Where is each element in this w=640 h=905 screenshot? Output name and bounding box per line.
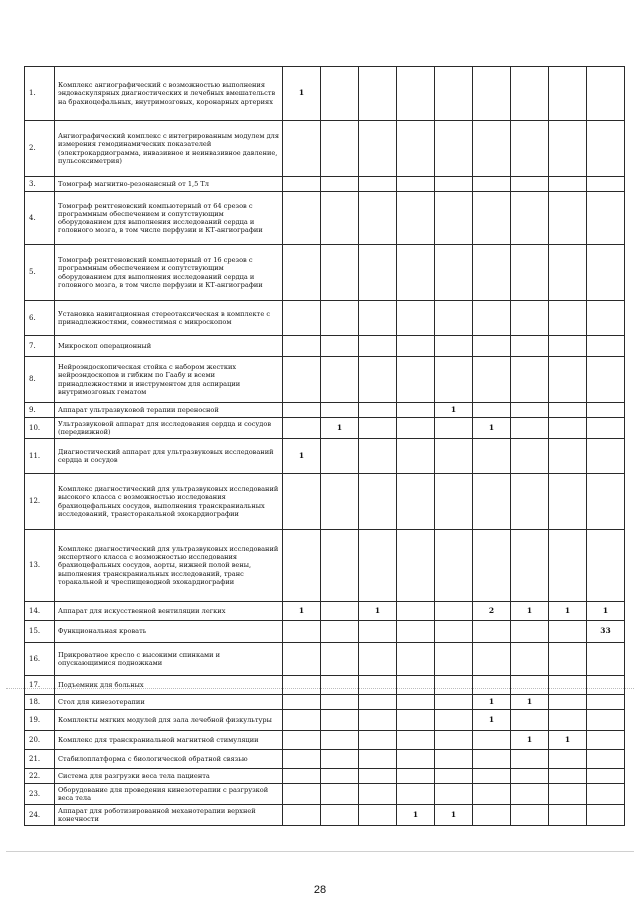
quantity-cell bbox=[511, 710, 549, 731]
quantity-cell bbox=[587, 403, 625, 418]
equipment-name: Система для разгрузки веса тела пациента bbox=[55, 769, 283, 784]
table-row bbox=[25, 192, 625, 245]
quantity-cell bbox=[397, 67, 435, 121]
quantity-cell bbox=[511, 474, 549, 530]
quantity-cell bbox=[321, 710, 359, 731]
row-number: 19. bbox=[25, 710, 55, 731]
table-row bbox=[25, 530, 625, 602]
quantity-cell bbox=[473, 784, 511, 805]
quantity-cell bbox=[473, 357, 511, 403]
row-number: 8. bbox=[25, 357, 55, 403]
quantity-cell bbox=[283, 245, 321, 301]
quantity-cell bbox=[283, 192, 321, 245]
quantity-cell bbox=[587, 418, 625, 439]
quantity-cell bbox=[587, 750, 625, 769]
quantity-cell bbox=[359, 301, 397, 336]
quantity-cell bbox=[397, 602, 435, 621]
row-number: 6. bbox=[25, 301, 55, 336]
table-row bbox=[25, 474, 625, 530]
quantity-cell: 1 bbox=[473, 695, 511, 710]
quantity-cell bbox=[283, 710, 321, 731]
table-row bbox=[25, 245, 625, 301]
quantity-cell: 1 bbox=[435, 805, 473, 826]
quantity-cell bbox=[397, 731, 435, 750]
table-row bbox=[25, 676, 625, 695]
quantity-cell bbox=[473, 530, 511, 602]
quantity-cell bbox=[549, 439, 587, 474]
quantity-cell bbox=[283, 301, 321, 336]
quantity-cell bbox=[321, 177, 359, 192]
quantity-cell bbox=[549, 643, 587, 676]
quantity-cell bbox=[587, 474, 625, 530]
equipment-name: Аппарат для искусственной вентиляции легких bbox=[55, 602, 283, 621]
quantity-cell bbox=[587, 192, 625, 245]
quantity-cell bbox=[397, 769, 435, 784]
quantity-cell bbox=[359, 710, 397, 731]
table-row bbox=[25, 710, 625, 731]
quantity-cell bbox=[511, 439, 549, 474]
quantity-cell bbox=[321, 67, 359, 121]
quantity-cell: 1 bbox=[397, 805, 435, 826]
table-row bbox=[25, 731, 625, 750]
equipment-name: Аппарат для роботизированной механотерапии верхней конечности bbox=[55, 805, 283, 826]
quantity-cell bbox=[283, 336, 321, 357]
quantity-cell bbox=[473, 301, 511, 336]
quantity-cell: 1 bbox=[283, 67, 321, 121]
quantity-cell bbox=[283, 177, 321, 192]
quantity-cell: 1 bbox=[435, 403, 473, 418]
table-row bbox=[25, 67, 625, 121]
row-number: 7. bbox=[25, 336, 55, 357]
quantity-cell bbox=[397, 403, 435, 418]
quantity-cell: 1 bbox=[473, 710, 511, 731]
quantity-cell bbox=[587, 710, 625, 731]
equipment-name: Прикроватное кресло с высокими спинками и опускающимися подножками bbox=[55, 643, 283, 676]
quantity-cell bbox=[397, 621, 435, 643]
quantity-cell bbox=[321, 439, 359, 474]
quantity-cell bbox=[359, 621, 397, 643]
quantity-cell bbox=[511, 301, 549, 336]
quantity-cell bbox=[435, 67, 473, 121]
quantity-cell bbox=[397, 192, 435, 245]
equipment-name: Ультразвуковой аппарат для исследования сердца и сосудов (передвижной) bbox=[55, 418, 283, 439]
row-number: 22. bbox=[25, 769, 55, 784]
quantity-cell bbox=[511, 177, 549, 192]
quantity-cell: 2 bbox=[473, 602, 511, 621]
quantity-cell bbox=[549, 177, 587, 192]
row-number: 9. bbox=[25, 403, 55, 418]
scan-line bbox=[6, 851, 634, 852]
quantity-cell bbox=[397, 245, 435, 301]
quantity-cell bbox=[321, 621, 359, 643]
row-number: 20. bbox=[25, 731, 55, 750]
equipment-name: Ангиографический комплекс с интегрированным модулем для измерения гемодинамических показателей (электрокардиограмма, инвазивное и неинвазивное давление, пульсоксиметрия) bbox=[55, 121, 283, 177]
table-row bbox=[25, 805, 625, 826]
quantity-cell bbox=[435, 474, 473, 530]
quantity-cell bbox=[435, 357, 473, 403]
row-number: 13. bbox=[25, 530, 55, 602]
quantity-cell: 1 bbox=[473, 418, 511, 439]
row-number: 1. bbox=[25, 67, 55, 121]
quantity-cell bbox=[473, 731, 511, 750]
table-row bbox=[25, 121, 625, 177]
equipment-name: Комплекс ангиографический с возможностью выполнения эндоваскулярных диагностических и лечебных вмешательств на брахиоцефальных, внутримозговых, коронарных артериях bbox=[55, 67, 283, 121]
quantity-cell bbox=[359, 750, 397, 769]
quantity-cell bbox=[283, 403, 321, 418]
quantity-cell bbox=[321, 301, 359, 336]
quantity-cell bbox=[473, 245, 511, 301]
row-number: 18. bbox=[25, 695, 55, 710]
row-number: 4. bbox=[25, 192, 55, 245]
quantity-cell bbox=[549, 769, 587, 784]
quantity-cell bbox=[549, 474, 587, 530]
quantity-cell bbox=[587, 121, 625, 177]
quantity-cell bbox=[359, 530, 397, 602]
quantity-cell bbox=[511, 530, 549, 602]
quantity-cell bbox=[397, 530, 435, 602]
quantity-cell bbox=[435, 121, 473, 177]
equipment-name: Комплекс диагностический для ультразвуковых исследований экспертного класса с возможностью исследования брахиоцефальных сосудов, аорты, нижней полой вены, выполнения транскраниальных исследований, транс торакальной и чреспищеводной эхокардиографии bbox=[55, 530, 283, 602]
quantity-cell bbox=[549, 784, 587, 805]
quantity-cell bbox=[435, 245, 473, 301]
quantity-cell bbox=[587, 643, 625, 676]
table-row bbox=[25, 418, 625, 439]
quantity-cell bbox=[587, 301, 625, 336]
quantity-cell: 1 bbox=[511, 602, 549, 621]
quantity-cell bbox=[473, 121, 511, 177]
quantity-cell bbox=[435, 602, 473, 621]
quantity-cell bbox=[321, 602, 359, 621]
quantity-cell bbox=[473, 67, 511, 121]
quantity-cell bbox=[473, 621, 511, 643]
quantity-cell bbox=[283, 695, 321, 710]
equipment-name: Аппарат ультразвуковой терапии переносной bbox=[55, 403, 283, 418]
equipment-name: Томограф рентгеновский компьютерный от 16 срезов с программным обеспечением и сопутствующим оборудованием для выполнения исследований сердца и головного мозга, в том числе перфузии и КТ-ангиографии bbox=[55, 245, 283, 301]
quantity-cell bbox=[511, 336, 549, 357]
quantity-cell bbox=[397, 301, 435, 336]
page-number: 28 bbox=[313, 884, 327, 896]
quantity-cell bbox=[283, 357, 321, 403]
scan-dotted-line bbox=[6, 688, 634, 689]
equipment-name: Диагностический аппарат для ультразвуковых исследований сердца и сосудов bbox=[55, 439, 283, 474]
equipment-name: Стабилоплатформа с биологической обратной связью bbox=[55, 750, 283, 769]
quantity-cell bbox=[321, 474, 359, 530]
quantity-cell bbox=[359, 474, 397, 530]
quantity-cell bbox=[549, 418, 587, 439]
quantity-cell bbox=[435, 769, 473, 784]
quantity-cell bbox=[359, 357, 397, 403]
quantity-cell bbox=[359, 403, 397, 418]
equipment-name: Комплекс для транскраниальной магнитной стимуляции bbox=[55, 731, 283, 750]
quantity-cell bbox=[511, 643, 549, 676]
row-number: 24. bbox=[25, 805, 55, 826]
row-number: 15. bbox=[25, 621, 55, 643]
quantity-cell bbox=[587, 177, 625, 192]
quantity-cell: 1 bbox=[549, 731, 587, 750]
quantity-cell: 1 bbox=[511, 731, 549, 750]
quantity-cell bbox=[587, 784, 625, 805]
quantity-cell bbox=[321, 403, 359, 418]
quantity-cell bbox=[549, 336, 587, 357]
quantity-cell bbox=[397, 336, 435, 357]
equipment-name: Подъемник для больных bbox=[55, 676, 283, 695]
quantity-cell bbox=[435, 695, 473, 710]
quantity-cell bbox=[511, 121, 549, 177]
quantity-cell bbox=[587, 357, 625, 403]
quantity-cell bbox=[511, 192, 549, 245]
row-number: 17. bbox=[25, 676, 55, 695]
quantity-cell bbox=[511, 403, 549, 418]
equipment-name: Комплекс диагностический для ультразвуковых исследований высокого класса с возможностью исследования брахиоцефальных сосудов, выполнения транскраниальных исследований, трансторакальной эхокардиографии bbox=[55, 474, 283, 530]
quantity-cell: 1 bbox=[321, 418, 359, 439]
quantity-cell bbox=[473, 750, 511, 769]
quantity-cell bbox=[321, 769, 359, 784]
quantity-cell bbox=[359, 784, 397, 805]
row-number: 11. bbox=[25, 439, 55, 474]
quantity-cell bbox=[321, 731, 359, 750]
quantity-cell bbox=[359, 643, 397, 676]
equipment-name: Томограф рентгеновский компьютерный от 64 срезов с программным обеспечением и сопутствующим оборудованием для выполнения исследований сердца и головного мозга, в том числе перфузии и КТ-ангиографии bbox=[55, 192, 283, 245]
table-row bbox=[25, 750, 625, 769]
quantity-cell bbox=[397, 439, 435, 474]
quantity-cell bbox=[587, 530, 625, 602]
quantity-cell bbox=[549, 67, 587, 121]
quantity-cell bbox=[283, 121, 321, 177]
quantity-cell: 1 bbox=[359, 602, 397, 621]
quantity-cell bbox=[435, 710, 473, 731]
equipment-table bbox=[24, 66, 625, 826]
quantity-cell bbox=[473, 643, 511, 676]
quantity-cell bbox=[511, 676, 549, 695]
table-row bbox=[25, 695, 625, 710]
quantity-cell bbox=[435, 731, 473, 750]
quantity-cell bbox=[587, 731, 625, 750]
row-number: 5. bbox=[25, 245, 55, 301]
quantity-cell bbox=[511, 418, 549, 439]
quantity-cell bbox=[283, 530, 321, 602]
quantity-cell bbox=[283, 769, 321, 784]
quantity-cell bbox=[359, 418, 397, 439]
quantity-cell bbox=[397, 676, 435, 695]
quantity-cell bbox=[283, 731, 321, 750]
quantity-cell bbox=[587, 695, 625, 710]
quantity-cell bbox=[283, 805, 321, 826]
table-row bbox=[25, 336, 625, 357]
quantity-cell bbox=[435, 621, 473, 643]
quantity-cell bbox=[321, 530, 359, 602]
table-row bbox=[25, 621, 625, 643]
quantity-cell bbox=[397, 177, 435, 192]
quantity-cell bbox=[321, 336, 359, 357]
quantity-cell bbox=[397, 474, 435, 530]
quantity-cell bbox=[321, 121, 359, 177]
quantity-cell bbox=[397, 784, 435, 805]
quantity-cell bbox=[435, 418, 473, 439]
quantity-cell bbox=[359, 336, 397, 357]
quantity-cell bbox=[435, 750, 473, 769]
quantity-cell bbox=[549, 695, 587, 710]
quantity-cell bbox=[473, 474, 511, 530]
quantity-cell bbox=[549, 121, 587, 177]
quantity-cell bbox=[435, 336, 473, 357]
quantity-cell bbox=[359, 695, 397, 710]
table-row bbox=[25, 177, 625, 192]
equipment-name: Оборудование для проведения кинезотерапии с разгрузкой веса тела bbox=[55, 784, 283, 805]
quantity-cell bbox=[321, 695, 359, 710]
quantity-cell bbox=[473, 439, 511, 474]
quantity-cell bbox=[511, 67, 549, 121]
quantity-cell bbox=[473, 676, 511, 695]
quantity-cell bbox=[549, 710, 587, 731]
quantity-cell bbox=[549, 621, 587, 643]
row-number: 21. bbox=[25, 750, 55, 769]
equipment-name: Томограф магнитно-резонансный от 1,5 Тл bbox=[55, 177, 283, 192]
quantity-cell bbox=[283, 750, 321, 769]
quantity-cell bbox=[511, 245, 549, 301]
quantity-cell bbox=[549, 192, 587, 245]
quantity-cell bbox=[283, 784, 321, 805]
quantity-cell bbox=[397, 750, 435, 769]
table-row bbox=[25, 403, 625, 418]
quantity-cell bbox=[549, 676, 587, 695]
quantity-cell: 1 bbox=[283, 439, 321, 474]
quantity-cell bbox=[435, 643, 473, 676]
quantity-cell bbox=[397, 643, 435, 676]
row-number: 16. bbox=[25, 643, 55, 676]
quantity-cell bbox=[549, 750, 587, 769]
quantity-cell bbox=[473, 177, 511, 192]
quantity-cell bbox=[321, 245, 359, 301]
table-row bbox=[25, 301, 625, 336]
table-row bbox=[25, 602, 625, 621]
quantity-cell bbox=[511, 621, 549, 643]
row-number: 10. bbox=[25, 418, 55, 439]
quantity-cell bbox=[511, 357, 549, 403]
quantity-cell bbox=[587, 245, 625, 301]
quantity-cell bbox=[359, 769, 397, 784]
quantity-cell bbox=[435, 192, 473, 245]
quantity-cell bbox=[397, 357, 435, 403]
table-row bbox=[25, 784, 625, 805]
quantity-cell bbox=[283, 474, 321, 530]
equipment-name: Стол для кинезотерапии bbox=[55, 695, 283, 710]
quantity-cell bbox=[549, 403, 587, 418]
row-number: 12. bbox=[25, 474, 55, 530]
equipment-name: Установка навигационная стереотаксическая в комплекте с принадлежностями, совместимая с микроскопом bbox=[55, 301, 283, 336]
row-number: 3. bbox=[25, 177, 55, 192]
quantity-cell bbox=[435, 530, 473, 602]
quantity-cell bbox=[397, 710, 435, 731]
quantity-cell bbox=[549, 245, 587, 301]
quantity-cell: 1 bbox=[549, 602, 587, 621]
quantity-cell: 33 bbox=[587, 621, 625, 643]
quantity-cell bbox=[473, 192, 511, 245]
equipment-name: Нейроэндоскопическая стойка с набором жестких нейроэндоскопов и гибким по Гаабу и всеми принадлежностями и инструментом для аспирации внутримозговых гематом bbox=[55, 357, 283, 403]
equipment-name: Микроскоп операционный bbox=[55, 336, 283, 357]
quantity-cell bbox=[549, 357, 587, 403]
quantity-cell bbox=[473, 769, 511, 784]
quantity-cell bbox=[321, 192, 359, 245]
quantity-cell bbox=[321, 784, 359, 805]
quantity-cell bbox=[359, 676, 397, 695]
quantity-cell bbox=[587, 336, 625, 357]
quantity-cell bbox=[587, 439, 625, 474]
table-row bbox=[25, 357, 625, 403]
quantity-cell bbox=[321, 643, 359, 676]
quantity-cell bbox=[283, 621, 321, 643]
quantity-cell bbox=[359, 805, 397, 826]
quantity-cell: 1 bbox=[283, 602, 321, 621]
quantity-cell bbox=[321, 805, 359, 826]
quantity-cell bbox=[359, 245, 397, 301]
quantity-cell bbox=[435, 439, 473, 474]
quantity-cell bbox=[359, 731, 397, 750]
quantity-cell bbox=[397, 695, 435, 710]
row-number: 14. bbox=[25, 602, 55, 621]
quantity-cell: 1 bbox=[587, 602, 625, 621]
quantity-cell bbox=[587, 67, 625, 121]
table-row bbox=[25, 643, 625, 676]
quantity-cell bbox=[321, 676, 359, 695]
equipment-name: Функциональная кровать bbox=[55, 621, 283, 643]
row-number: 23. bbox=[25, 784, 55, 805]
quantity-cell bbox=[359, 192, 397, 245]
quantity-cell bbox=[359, 121, 397, 177]
quantity-cell bbox=[587, 676, 625, 695]
quantity-cell bbox=[435, 676, 473, 695]
quantity-cell bbox=[511, 805, 549, 826]
quantity-cell bbox=[397, 418, 435, 439]
quantity-cell bbox=[549, 301, 587, 336]
table-row bbox=[25, 769, 625, 784]
quantity-cell bbox=[435, 784, 473, 805]
quantity-cell bbox=[397, 121, 435, 177]
quantity-cell bbox=[587, 769, 625, 784]
quantity-cell bbox=[473, 805, 511, 826]
quantity-cell bbox=[511, 784, 549, 805]
quantity-cell bbox=[321, 750, 359, 769]
quantity-cell bbox=[359, 67, 397, 121]
quantity-cell bbox=[473, 403, 511, 418]
quantity-cell bbox=[321, 357, 359, 403]
quantity-cell bbox=[283, 676, 321, 695]
quantity-cell bbox=[549, 805, 587, 826]
quantity-cell bbox=[511, 769, 549, 784]
quantity-cell bbox=[549, 530, 587, 602]
quantity-cell: 1 bbox=[511, 695, 549, 710]
quantity-cell bbox=[473, 336, 511, 357]
row-number: 2. bbox=[25, 121, 55, 177]
quantity-cell bbox=[587, 805, 625, 826]
quantity-cell bbox=[283, 643, 321, 676]
table-row bbox=[25, 439, 625, 474]
quantity-cell bbox=[359, 439, 397, 474]
quantity-cell bbox=[435, 301, 473, 336]
quantity-cell bbox=[435, 177, 473, 192]
quantity-cell bbox=[359, 177, 397, 192]
equipment-name: Комплекты мягких модулей для зала лечебной физкультуры bbox=[55, 710, 283, 731]
quantity-cell bbox=[511, 750, 549, 769]
quantity-cell bbox=[283, 418, 321, 439]
